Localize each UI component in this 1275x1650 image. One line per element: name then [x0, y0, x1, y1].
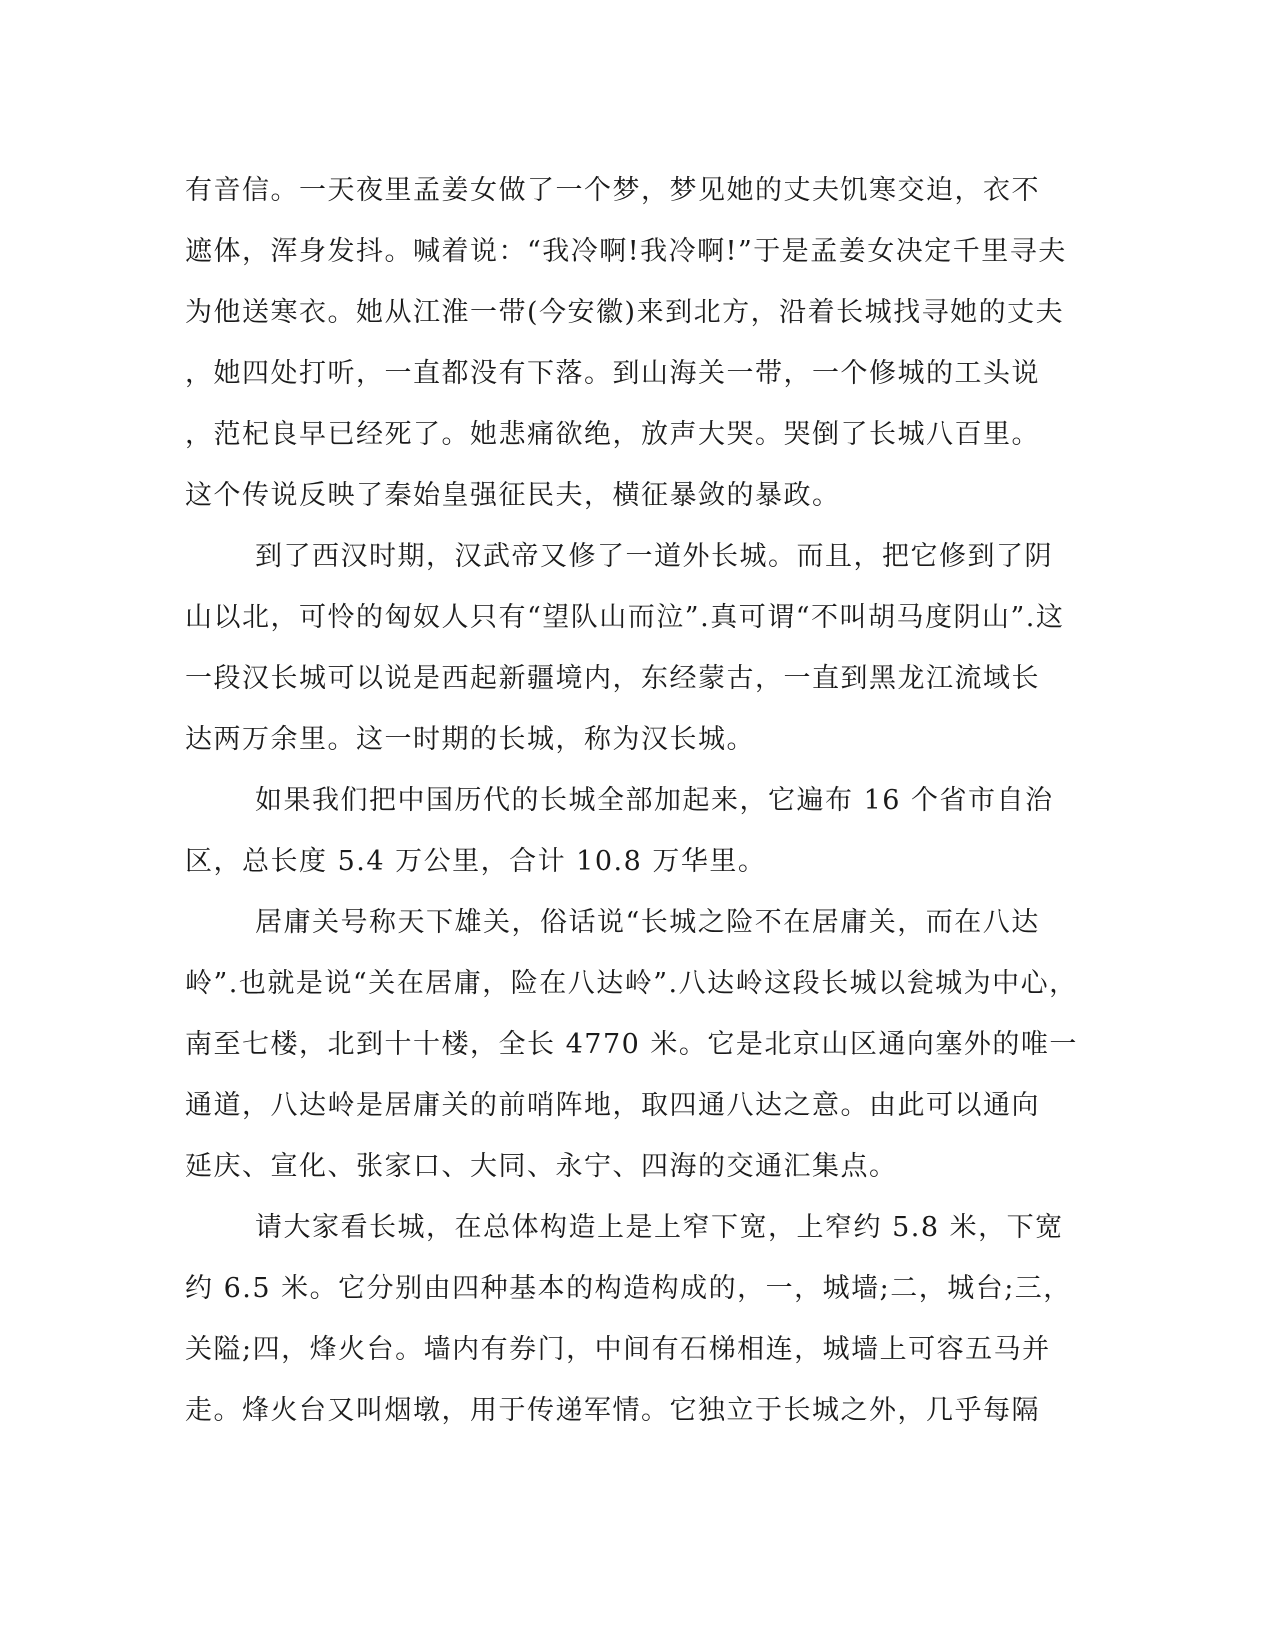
text-line: 约 6.5 米。它分别由四种基本的构造构成的，一，城墙;二，城台;三，	[185, 1273, 1072, 1304]
text-line: 如果我们把中国历代的长城全部加起来，它遍布 16 个省市自治	[255, 785, 1054, 816]
text-line: 走。烽火台又叫烟墩，用于传递军情。它独立于长城之外，几乎每隔	[185, 1395, 1040, 1426]
paragraph	[185, 1197, 1072, 1441]
paragraph	[185, 770, 1065, 892]
text-line: 一段汉长城可以说是西起新疆境内，东经蒙古，一直到黑龙江流域长	[185, 663, 1040, 694]
text-line: 区，总长度 5.4 万公里，合计 10.8 万华里。	[185, 846, 767, 877]
text-line: 有音信。一天夜里孟姜女做了一个梦，梦见她的丈夫饥寒交迫，衣不	[185, 175, 1040, 206]
text-line: ，范杞良早已经死了。她悲痛欲绝，放声大哭。哭倒了长城八百里。	[185, 419, 1040, 450]
text-line: 这个传说反映了秦始皇强征民夫，横征暴敛的暴政。	[185, 480, 841, 511]
text-line: 延庆、宣化、张家口、大同、永宁、四海的交通汇集点。	[185, 1151, 898, 1182]
paragraph	[185, 892, 1078, 1197]
text-line: 关隘;四，烽火台。墙内有券门，中间有石梯相连，城墙上可容五马并	[185, 1334, 1051, 1365]
paragraph	[185, 160, 1065, 526]
text-line: 山以北，可怜的匈奴人只有“望队山而泣”.真可谓“不叫胡马度阴山”.这	[185, 602, 1065, 633]
text-line: 达两万余里。这一时期的长城，称为汉长城。	[185, 724, 755, 755]
text-line: 遮体，浑身发抖。喊着说：“我冷啊!我冷啊!”于是孟姜女决定千里寻夫	[185, 236, 1067, 267]
text-line: 通道，八达岭是居庸关的前哨阵地，取四通八达之意。由此可以通向	[185, 1090, 1040, 1121]
text-line: 请大家看长城，在总体构造上是上窄下宽，上窄约 5.8 米，下宽	[255, 1212, 1064, 1243]
paragraph	[185, 526, 1065, 770]
text-line: 南至七楼，北到十十楼，全长 4770 米。它是北京山区通向塞外的唯一	[185, 1029, 1078, 1060]
text-line: ，她四处打听，一直都没有下落。到山海关一带，一个修城的工头说	[185, 358, 1040, 389]
text-line: 为他送寒衣。她从江淮一带(今安徽)来到北方，沿着长城找寻她的丈夫	[185, 297, 1065, 328]
document-body	[185, 160, 1078, 1441]
text-line: 居庸关号称天下雄关，俗话说“长城之险不在居庸关，而在八达	[255, 907, 1040, 938]
text-line: 岭”.也就是说“关在居庸，险在八达岭”.八达岭这段长城以瓮城为中心，	[185, 968, 1078, 999]
text-line: 到了西汉时期，汉武帝又修了一道外长城。而且，把它修到了阴	[255, 541, 1053, 572]
